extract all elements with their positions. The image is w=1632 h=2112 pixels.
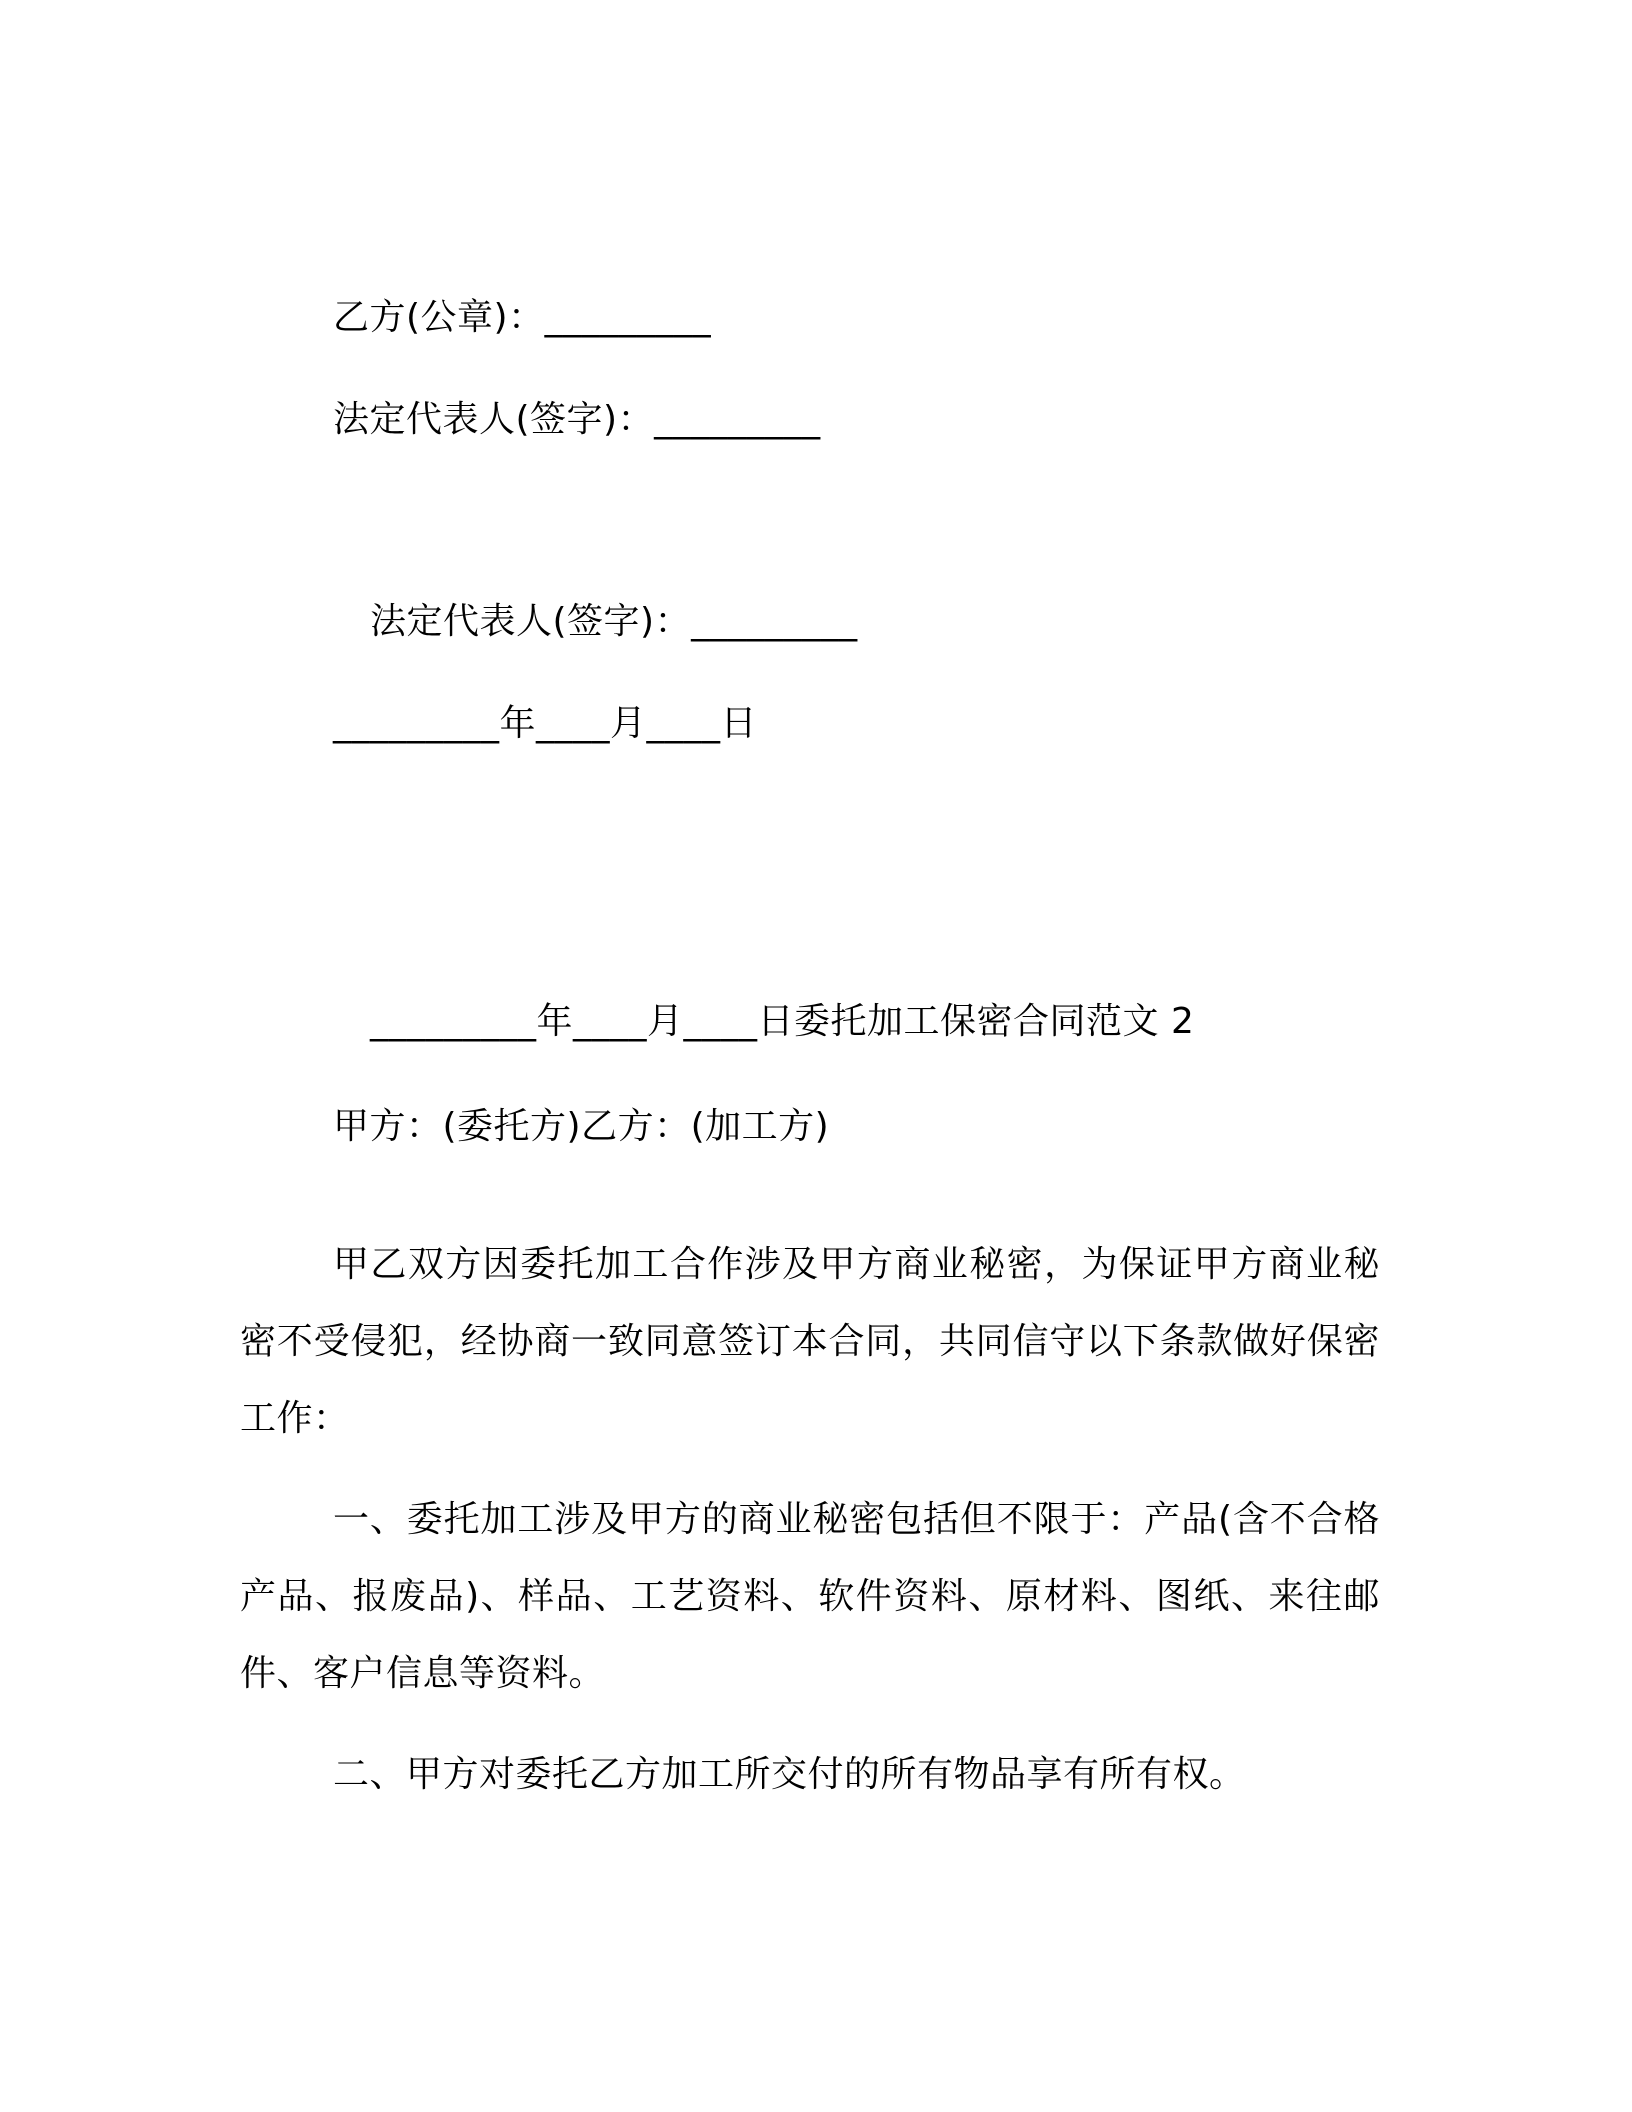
legal-representative-line-2: 法定代表人(签字)：_________ xyxy=(370,601,858,642)
party-b-seal-line: 乙方(公章)：_________ xyxy=(333,297,712,338)
contract-title: _________年____月____日委托加工保密合同范文 2 xyxy=(370,1001,1195,1042)
clause-2-paragraph: 二、甲方对委托乙方加工所交付的所有物品享有所有权。 xyxy=(333,1754,1246,1795)
clause-1-paragraph: 一、委托加工涉及甲方的商业秘密包括但不限于：产品(含不合格产品、报废品)、样品、工艺资料、软件资料、原材料、图纸、来往邮件、客户信息等资料。 xyxy=(240,1499,1380,1694)
signature-date-line: _________年____月____日 xyxy=(333,703,757,744)
contract-intro-paragraph: 甲乙双方因委托加工合作涉及甲方商业秘密，为保证甲方商业秘密不受侵犯，经协商一致同意签订本合同，共同信守以下条款做好保密工作： xyxy=(240,1244,1380,1439)
contract-parties: 甲方：(委托方)乙方：(加工方) xyxy=(333,1106,830,1147)
legal-representative-line: 法定代表人(签字)：_________ xyxy=(333,399,821,440)
